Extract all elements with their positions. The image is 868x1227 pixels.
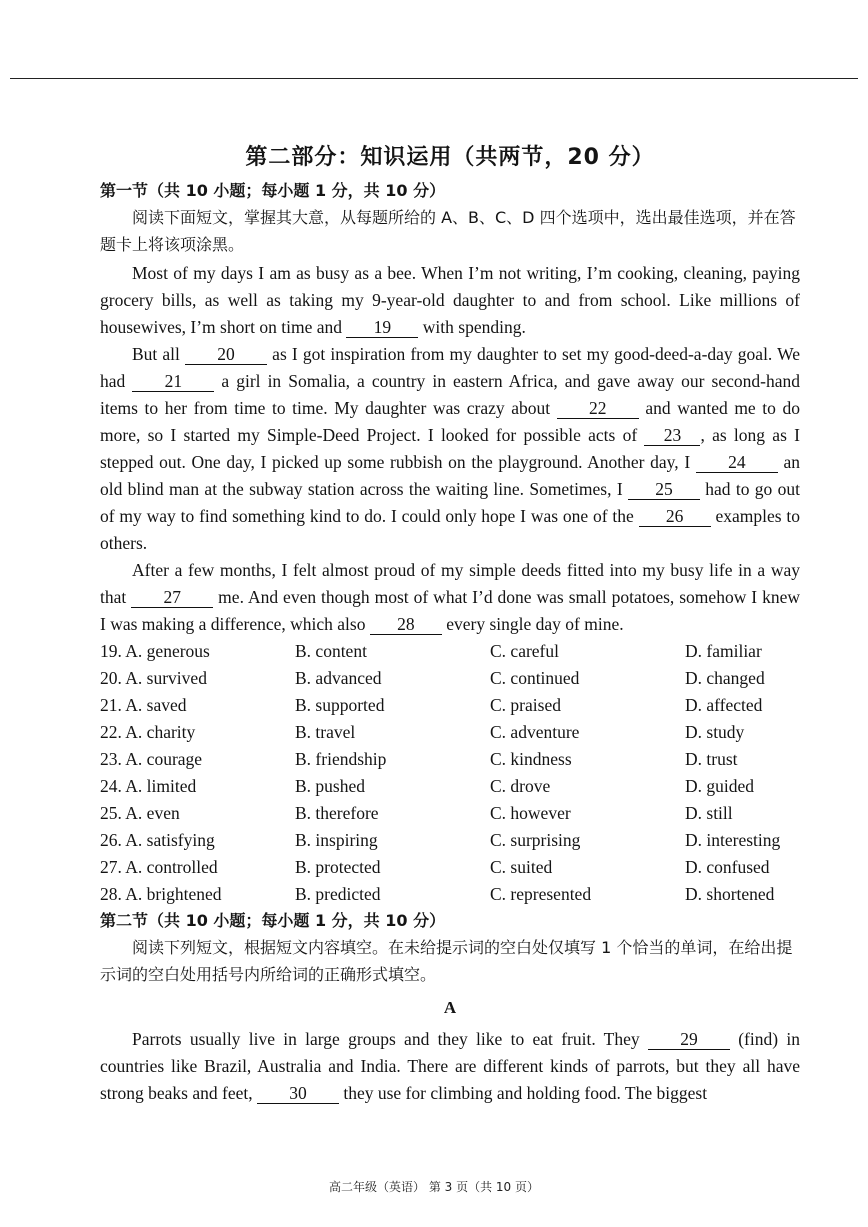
option-b: B. protected xyxy=(295,857,381,877)
section1-heading: 第一节（共 10 小题；每小题 1 分，共 10 分） xyxy=(100,181,446,200)
blank-19: 19 xyxy=(346,317,418,338)
blank-21: 21 xyxy=(132,371,214,392)
option-b: B. inspiring xyxy=(295,830,378,850)
passage-text: as I got inspiration from my daughter to set my good-deed-a-day goal. We had xyxy=(100,344,801,391)
passage-text: and wanted me to do more, so I started my Simple-Deed Project. I looked for possible acts of xyxy=(100,398,801,445)
passage-text: , as long as I stepped out. One day, I picked up some rubbish on the playground. Another day, I xyxy=(100,425,800,472)
option-c: C. drove xyxy=(490,776,551,796)
option-row-19 xyxy=(100,638,800,665)
option-d: D. familiar xyxy=(685,641,762,661)
option-row-23 xyxy=(100,746,800,773)
option-c: C. careful xyxy=(490,641,559,661)
option-a: 24. A. limited xyxy=(100,776,197,796)
option-c: C. praised xyxy=(490,695,561,715)
passage-text: Most of my days I am as busy as a bee. When I’m not writing, I’m cooking, cleaning, paying grocery bills, as well as taking my 9-year-old daughter to and from school. Like millions of housewives, I’m short on time and xyxy=(100,263,800,337)
option-row-25 xyxy=(100,800,800,827)
passage-text: me. And even though most of what I’d done was small potatoes, somehow I knew I was making a difference, which also xyxy=(100,587,800,634)
option-b: B. advanced xyxy=(295,668,382,688)
option-row-22 xyxy=(100,719,800,746)
option-a: 27. A. controlled xyxy=(100,857,218,877)
option-d: D. guided xyxy=(685,776,755,796)
option-b: B. pushed xyxy=(295,776,365,796)
option-d: D. interesting xyxy=(685,830,781,850)
option-b: B. travel xyxy=(295,722,356,742)
option-c: C. adventure xyxy=(490,722,580,742)
option-a: 20. A. survived xyxy=(100,668,207,688)
passage-text: a girl in Somalia, a country in eastern Africa, and gave away our second-hand items to her from time to time. My daughter was crazy about xyxy=(100,371,800,418)
option-a: 23. A. courage xyxy=(100,749,203,769)
option-row-27 xyxy=(100,854,800,881)
option-row-24 xyxy=(100,773,800,800)
option-d: D. shortened xyxy=(685,884,775,904)
option-row-20 xyxy=(100,665,800,692)
section2-heading: 第二节（共 10 小题；每小题 1 分，共 10 分） xyxy=(100,911,446,930)
option-a: 19. A. generous xyxy=(100,641,210,661)
option-d: D. affected xyxy=(685,695,763,715)
option-b: B. supported xyxy=(295,695,385,715)
part-title: 第二部分：知识运用（共两节，20 分） xyxy=(245,145,655,170)
blank-29: 29 xyxy=(648,1029,730,1050)
option-row-26 xyxy=(100,827,800,854)
blank-25: 25 xyxy=(628,479,700,500)
passage-text: But all xyxy=(132,344,186,364)
option-row-21 xyxy=(100,692,800,719)
blank-30: 30 xyxy=(257,1083,339,1104)
passage-paragraph-2 xyxy=(100,341,800,557)
passage-a-paragraph-1 xyxy=(100,1026,800,1107)
passage-text: After a few months, I felt almost proud of my simple deeds fitted into my busy life in a way that xyxy=(100,560,800,607)
blank-24: 24 xyxy=(696,452,778,473)
blank-22: 22 xyxy=(557,398,639,419)
option-d: D. still xyxy=(685,803,733,823)
passage-paragraph-1 xyxy=(100,260,800,341)
blank-26: 26 xyxy=(639,506,711,527)
option-b: B. friendship xyxy=(295,749,387,769)
option-row-28 xyxy=(100,881,800,908)
option-a: 26. A. satisfying xyxy=(100,830,215,850)
passage-text: they use for climbing and holding food. The biggest xyxy=(338,1083,708,1103)
option-b: B. therefore xyxy=(295,803,379,823)
option-c: C. surprising xyxy=(490,830,581,850)
section1-instructions: 阅读下面短文，掌握其大意，从每题所给的 A、B、C、D 四个选项中，选出最佳选项，并在答题卡上将该项涂黑。 xyxy=(100,208,796,254)
blank-28: 28 xyxy=(370,614,442,635)
option-a: 21. A. saved xyxy=(100,695,187,715)
option-c: C. however xyxy=(490,803,571,823)
exam-page xyxy=(100,140,800,1107)
passage-text: with spending. xyxy=(418,317,526,337)
passage-text: had to go out of my way to find something kind to do. I could only hope I was one of the xyxy=(100,479,800,526)
passage-paragraph-3 xyxy=(100,557,800,638)
passage-text: (find) in countries like Brazil, Australia and India. There are different kinds of parrots, but they all have strong beaks and feet, xyxy=(100,1029,800,1103)
page-footer: 高二年级（英语） 第 3 页（共 10 页） xyxy=(329,1180,539,1194)
passage-text: an old blind man at the subway station across the waiting line. Sometimes, I xyxy=(100,452,800,499)
option-a: 22. A. charity xyxy=(100,722,196,742)
section2-instructions: 阅读下列短文，根据短文内容填空。在未给提示词的空白处仅填写 1 个恰当的单词，在给出提示词的空白处用括号内所给词的正确形式填空。 xyxy=(100,938,793,984)
option-c: C. continued xyxy=(490,668,580,688)
passage-text: Parrots usually live in large groups and they like to eat fruit. They xyxy=(132,1029,648,1049)
option-c: C. kindness xyxy=(490,749,572,769)
blank-27: 27 xyxy=(131,587,213,608)
option-c: C. suited xyxy=(490,857,553,877)
passage-text: every single day of mine. xyxy=(441,614,624,634)
top-rule xyxy=(10,78,858,79)
option-d: D. study xyxy=(685,722,745,742)
option-d: D. trust xyxy=(685,749,738,769)
option-a: 28. A. brightened xyxy=(100,884,222,904)
option-d: D. confused xyxy=(685,857,770,877)
blank-20: 20 xyxy=(185,344,267,365)
option-c: C. represented xyxy=(490,884,592,904)
option-b: B. predicted xyxy=(295,884,381,904)
blank-23: 23 xyxy=(644,425,700,446)
option-d: D. changed xyxy=(685,668,765,688)
option-b: B. content xyxy=(295,641,367,661)
answer-options xyxy=(100,638,800,908)
option-a: 25. A. even xyxy=(100,803,180,823)
passage-letter: A xyxy=(443,998,457,1017)
passage-text: examples to others. xyxy=(100,506,801,553)
